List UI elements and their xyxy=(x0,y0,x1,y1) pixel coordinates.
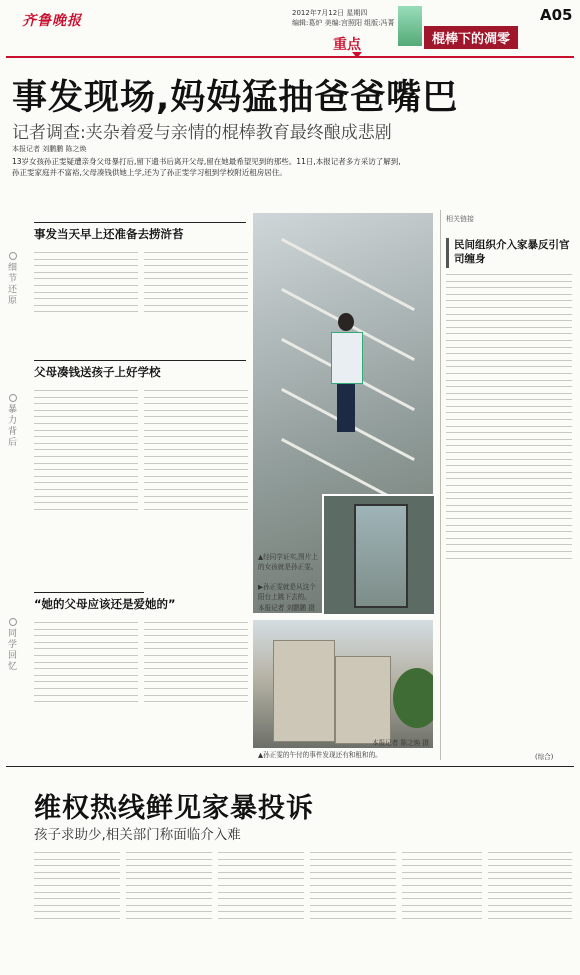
body-text-block xyxy=(126,848,212,966)
photo-caption-1: ▲经同学证实,图片上的女孩就是孙正雯。 xyxy=(258,553,318,571)
related-title-bar xyxy=(446,238,449,268)
issue-meta xyxy=(292,8,395,28)
related-body-text xyxy=(446,270,572,746)
photo-apartment-building xyxy=(253,620,433,748)
body-text-block xyxy=(34,618,138,758)
series-slogan: 棍棒下的凋零 xyxy=(424,26,518,49)
header-rule xyxy=(6,56,574,58)
section-heading-3: “她的父母应该还是爱她的” xyxy=(34,597,176,611)
side-tag-classmates: 同学回忆 xyxy=(8,616,18,673)
body-text-block xyxy=(34,386,138,586)
header-pointer xyxy=(352,52,362,58)
photo-caption-3: ▲孙正雯的午付的事件发现还有和租和的。 xyxy=(258,751,382,759)
bottom-subhead: 孩子求助少,相关部门称面临介入难 xyxy=(34,827,241,843)
girl-figure xyxy=(331,313,361,433)
body-text-block xyxy=(34,248,138,356)
body-text-block xyxy=(218,848,304,966)
body-text-block xyxy=(310,848,396,966)
body-text-block xyxy=(488,848,572,966)
issue-date: 2012年7月12日 星期四 xyxy=(292,9,368,17)
related-credit: (综合) xyxy=(535,753,554,761)
body-text-block xyxy=(144,386,248,586)
section-rule xyxy=(34,592,144,593)
bottom-story-rule xyxy=(6,766,574,767)
photo-credit-1: 本报记者 刘鹏鹏 摄 xyxy=(258,604,315,612)
newspaper-logo: 齐鲁晚报 xyxy=(22,13,82,29)
body-text-block xyxy=(34,848,120,966)
main-byline: 本报记者 刘鹏鹏 陈之焕 xyxy=(12,145,87,153)
column-divider xyxy=(440,210,441,760)
section-label: 重点 xyxy=(333,37,361,53)
side-tag-violence: 暴力背后 xyxy=(8,392,18,449)
photo-credit-2: 本报记者 陈之焕 摄 xyxy=(372,739,429,747)
issue-editors: 编辑:葛炉 美编:宫照阳 组版:冯菁 xyxy=(292,19,395,27)
photo-caption-2: ▶孙正雯就是从这个阳台上跳下去的。 xyxy=(258,583,316,601)
related-link-tag: 相关链接 xyxy=(446,215,474,223)
main-headline: 事发现场,妈妈猛抽爸爸嘴巴 xyxy=(12,78,459,118)
body-text-block xyxy=(144,248,248,356)
bottom-headline: 维权热线鲜见家暴投诉 xyxy=(34,793,314,824)
header-thumbnail xyxy=(398,6,422,46)
body-text-block xyxy=(402,848,482,966)
related-title: 民间组织介入家暴反引官司缠身 xyxy=(454,239,570,265)
photo-balcony-inset xyxy=(322,494,436,616)
section-heading-2: 父母凑钱送孩子上好学校 xyxy=(34,365,161,379)
page-header xyxy=(0,0,580,58)
page-number: A05 xyxy=(540,6,573,24)
section-rule xyxy=(34,222,246,223)
side-tag-detail: 细节还原 xyxy=(8,250,18,307)
main-lead: 13岁女孩孙正雯疑遭亲身父母暴打后,留下遗书后离开父母,留在她最希望见到的那些。11日,本报记者多方采访了解到,孙正雯家庭并不富裕,父母凑钱供她上学,还为了孙正雯学习租到学校附近租房居住。 xyxy=(12,157,401,177)
section-rule xyxy=(34,360,246,361)
main-subhead: 记者调查:夹杂着爱与亲情的棍棒教育最终酿成悲剧 xyxy=(12,123,392,143)
body-text-block xyxy=(144,618,248,758)
section-heading-1: 事发当天早上还准备去捞浒苔 xyxy=(34,227,184,241)
